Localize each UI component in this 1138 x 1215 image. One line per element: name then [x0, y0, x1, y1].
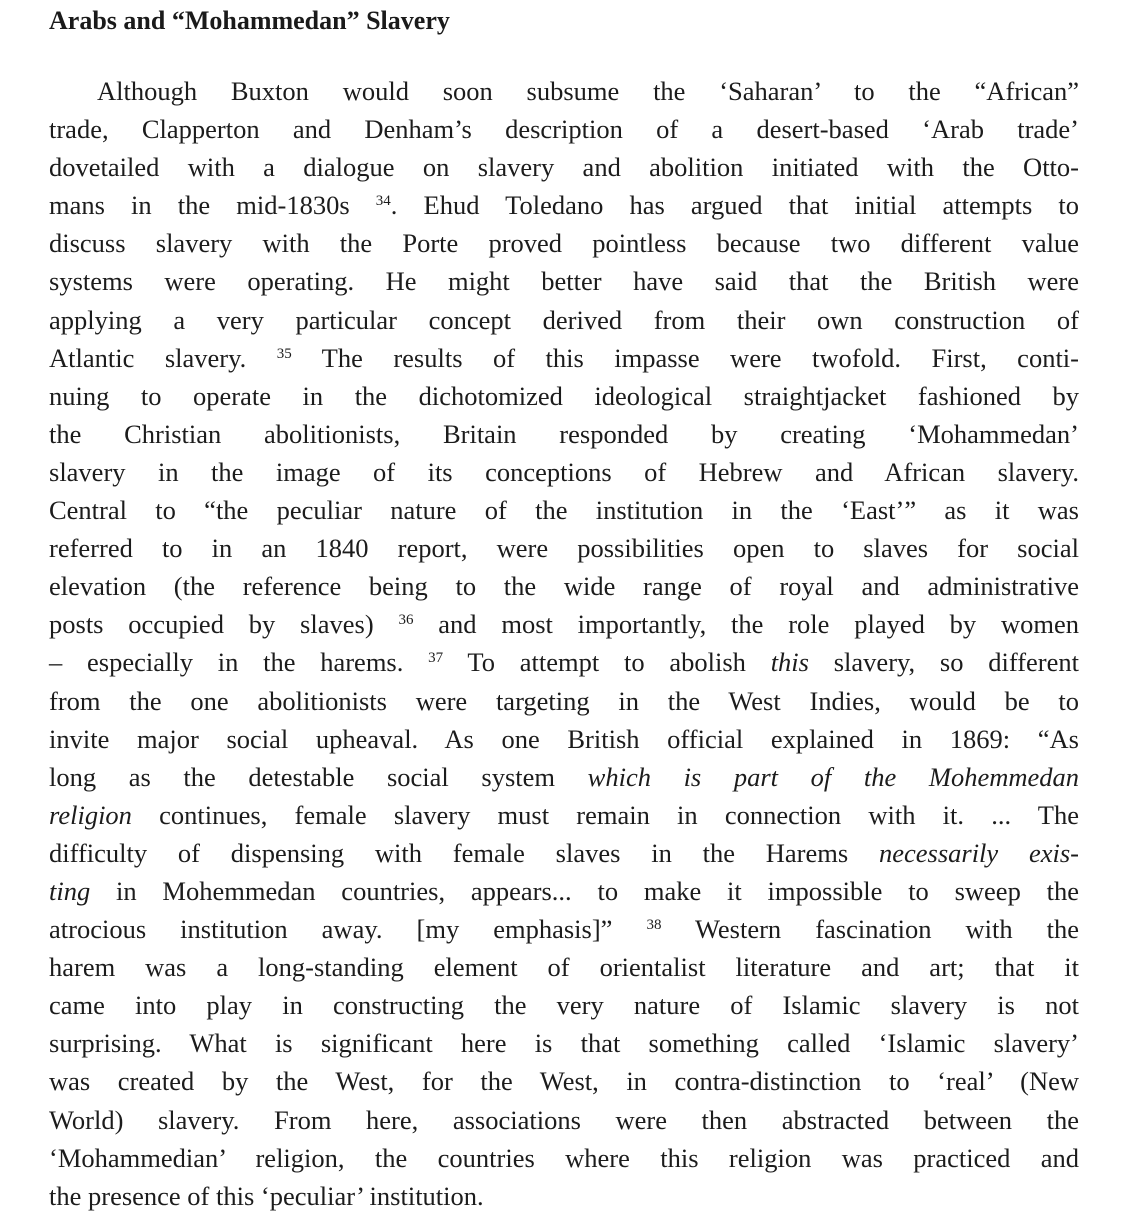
text-segment: and most importantly, the role played by women — [413, 609, 1079, 640]
text-segment: Although Buxton would soon subsume the ‘Saharan’ to the “African” — [97, 76, 1079, 106]
text-segment: . Ehud Toledano has argued that initial attempts to — [390, 190, 1079, 221]
text-line — [49, 339, 1079, 377]
text-line — [49, 491, 1079, 529]
emphasized-text: religion — [49, 799, 132, 830]
text-line — [49, 110, 1079, 148]
text-segment: the presence of this ‘peculiar’ institution. — [49, 1180, 484, 1211]
text-segment: Western fascination with the — [661, 914, 1079, 945]
text-segment: difficulty of dispensing with female slaves in the Harems — [49, 837, 879, 868]
text-line — [49, 910, 1079, 948]
text-line — [49, 720, 1079, 758]
footnote-marker: 36 — [398, 612, 414, 629]
text-line — [49, 682, 1079, 720]
text-line — [49, 1024, 1079, 1062]
text-segment: came into play in constructing the very nature of Islamic slavery is not — [49, 990, 1079, 1021]
text-line — [49, 377, 1079, 415]
text-segment: invite major social upheaval. As one British official explained in 1869: “As — [49, 723, 1079, 754]
text-segment: surprising. What is significant here is that something called ‘Islamic slavery’ — [49, 1028, 1079, 1059]
text-segment: discuss slavery with the Porte proved pointless because two different value — [49, 228, 1079, 259]
text-segment: – especially in the harems. — [49, 647, 429, 678]
text-segment: Atlantic slavery. — [49, 342, 277, 373]
text-line — [49, 872, 1079, 910]
text-line — [49, 1177, 1079, 1215]
text-line — [49, 301, 1079, 339]
emphasized-text: necessarily exis- — [878, 837, 1079, 868]
text-line — [49, 834, 1079, 872]
emphasized-text: which is part of the Mohemmedan — [587, 761, 1080, 792]
text-segment: dovetailed with a dialogue on slavery and abolition initiated with the Otto- — [49, 152, 1079, 183]
text-segment: was created by the West, for the West, in contra-distinction to ‘real’ (New — [49, 1066, 1079, 1097]
text-line — [49, 148, 1079, 186]
text-segment: in Mohemmedan countries, appears... to make it impossible to sweep the — [90, 875, 1079, 906]
text-line — [49, 948, 1079, 986]
text-segment: To attempt to abolish — [443, 647, 771, 678]
text-line — [49, 605, 1079, 643]
text-segment: mans in the mid-1830s — [49, 190, 376, 221]
text-line — [49, 1062, 1079, 1100]
text-line — [49, 72, 1079, 110]
footnote-marker: 37 — [428, 650, 444, 667]
text-segment: applying a very particular concept derived from their own construction of — [49, 304, 1079, 335]
text-segment: slavery, so different — [808, 647, 1079, 678]
emphasized-text: ting — [49, 875, 91, 906]
text-segment: trade, Clapperton and Denham’s description of a desert-based ‘Arab trade’ — [49, 114, 1079, 145]
text-line — [49, 986, 1079, 1024]
text-line — [49, 186, 1079, 224]
text-line — [49, 529, 1079, 567]
text-segment: slavery in the image of its conceptions of Hebrew and African slavery. — [49, 456, 1079, 487]
body-paragraph — [49, 72, 1079, 1215]
footnote-marker: 38 — [646, 917, 662, 934]
text-line — [49, 262, 1079, 300]
text-line — [49, 1101, 1079, 1139]
text-line — [49, 758, 1079, 796]
text-line — [49, 1139, 1079, 1177]
text-segment: elevation (the reference being to the wide range of royal and administrative — [49, 571, 1079, 602]
text-line — [49, 567, 1079, 605]
text-segment: from the one abolitionists were targeting in the West Indies, would be to — [49, 685, 1079, 716]
text-segment: posts occupied by slaves) — [49, 609, 399, 640]
text-segment: long as the detestable social system — [49, 761, 588, 792]
text-line — [49, 453, 1079, 491]
text-line — [49, 796, 1079, 834]
text-segment: systems were operating. He might better have said that the British were — [49, 266, 1079, 297]
text-line — [49, 224, 1079, 262]
text-segment: harem was a long-standing element of orientalist literature and art; that it — [49, 952, 1079, 983]
footnote-marker: 34 — [375, 193, 391, 210]
text-line — [49, 643, 1079, 681]
text-segment: Central to “the peculiar nature of the institution in the ‘East’” as it was — [49, 495, 1079, 526]
footnote-marker: 35 — [276, 345, 292, 362]
text-segment: atrocious institution away. [my emphasis]” — [49, 914, 647, 945]
emphasized-text: this — [770, 647, 809, 678]
text-segment: nuing to operate in the dichotomized ideological straightjacket fashioned by — [49, 380, 1079, 411]
text-segment: The results of this impasse were twofold. First, conti- — [291, 342, 1079, 373]
text-segment: referred to in an 1840 report, were possibilities open to slaves for social — [49, 533, 1079, 564]
text-segment: the Christian abolitionists, Britain responded by creating ‘Mohammedan’ — [49, 418, 1079, 449]
section-heading: Arabs and “Mohammedan” Slavery — [49, 6, 450, 35]
text-line — [49, 415, 1079, 453]
text-segment: continues, female slavery must remain in connection with it. ... The — [131, 799, 1079, 830]
text-segment: ‘Mohammedian’ religion, the countries where this religion was practiced and — [49, 1142, 1079, 1173]
text-segment: World) slavery. From here, associations were then abstracted between the — [49, 1104, 1079, 1135]
